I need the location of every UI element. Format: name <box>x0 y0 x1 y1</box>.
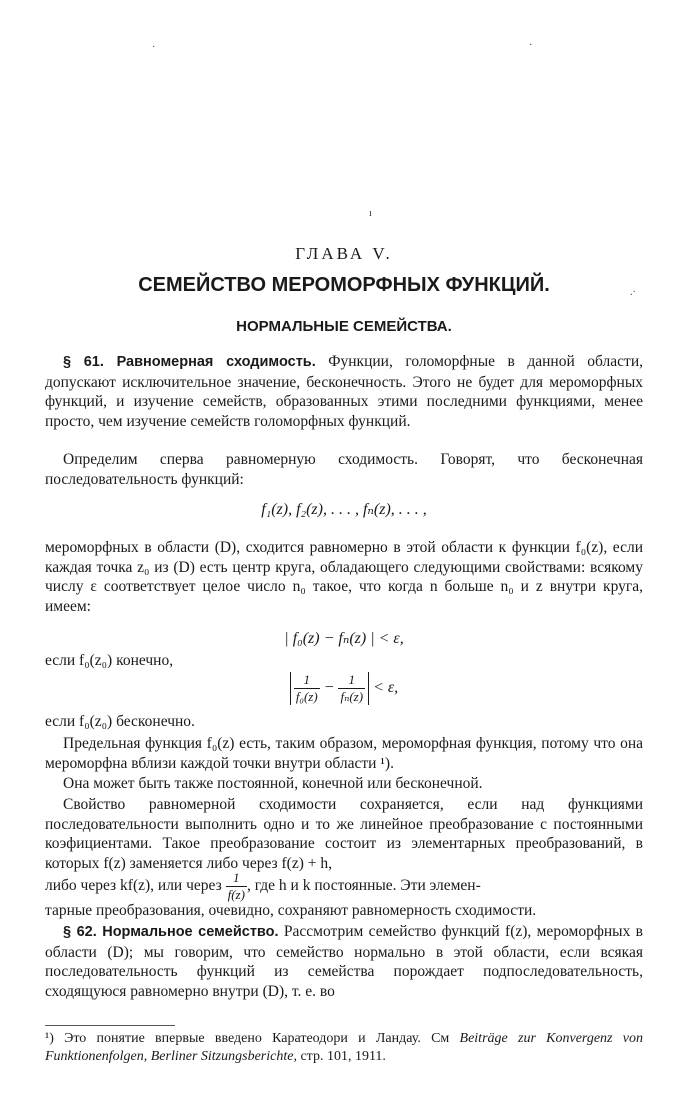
paragraph-limit: Предельная функция f₀(z) есть, таким образом, мероморфная функция, потому что она мероморфна вблизи каждой точки внутри области ¹). <box>45 735 643 772</box>
paragraph-62 <box>45 922 643 1001</box>
section-label: § 61. Равномерная сходимость. <box>63 354 316 370</box>
transform-end: тарные преобразования, очевидно, сохраняют равномерность сходимости. <box>45 902 537 919</box>
transform-line: либо через kf(z), или через $\frac{1}{f(z)}$ , где h и k постоянные. Эти элемен- <box>45 870 481 902</box>
section-subtitle: НОРМАЛЬНЫЕ СЕМЕЙСТВА. <box>236 318 452 335</box>
paragraph-61 <box>45 352 643 431</box>
footnote: ¹) Это понятие впервые введено Каратеодори и Ландау. См Beiträge zur Konvergenz von Funktionenfolgen, Berliner Sitzungsberichte, стр. 101, 1911. <box>45 1031 643 1064</box>
print-speck: · <box>152 42 156 53</box>
print-speck: ı <box>369 208 372 219</box>
fraction: $\frac{1}{\text{f₀(z)}}$ <box>295 672 318 704</box>
formula-finite: | f₀(z) − fₙ(z) | < ε, <box>284 630 404 647</box>
formula-infinite: $\frac{1}{\text{f₀(z)}}$ − $\frac{1}{\text{fₙ(z)}}$ < ε, <box>45 672 643 705</box>
paragraph-text: Рассмотрим семейство функций f(z), мероморфных в области (D); мы говорим, что семейство нормально в этой области, если всякая последовательность функций из семейства порождает подпоследовательность, сходящуюся равномерно внутри (D), т. е. во <box>45 923 643 1000</box>
sequence-formula: f₁(z), f₂(z), . . . , fₙ(z), . . . , <box>261 501 427 518</box>
absolute-value: $\frac{1}{\text{f₀(z)}}$ − $\frac{1}{\text{fₙ(z)}}$ <box>290 672 369 705</box>
paragraph-convergence: мероморфных в области (D), сходится равномерно в этой области к функции f₀(z), если каждая точка z₀ из (D) есть центр круга, обладающего следующими свойствами: всякому числу ε соответствует целое число n₀ такое, что когда n больше n₀ и z внутри круга, имеем: <box>45 539 643 615</box>
paragraph-definition: Определим сперва равномерную сходимость. Говорят, что бесконечная последовательность функций: <box>45 451 643 488</box>
section-label: § 62. Нормальное семейство. <box>63 924 279 940</box>
print-speck: · <box>529 40 533 51</box>
paragraph-constant: Она может быть также постоянной, конечной или бесконечной. <box>63 775 483 792</box>
footnote-rule <box>45 1025 175 1026</box>
chapter-heading: ГЛАВА V. <box>295 244 393 263</box>
fraction: $\frac{1}{\text{fₙ(z)}}$ <box>340 672 364 704</box>
condition-infinite: если f₀(z₀) бесконечно. <box>45 713 195 730</box>
paragraph-transform: Свойство равномерной сходимости сохраняется, если над функциями последовательности выполнить одно и то же линейное преобразование с постоянными коэфициентами. Такое преобразование состоит из элементарных преобразований, в которых f(z) заменяется либо через f(z) + h, <box>45 796 643 872</box>
print-speck: .· <box>630 287 636 298</box>
fraction: $\frac{1}{f(z)}$ <box>227 870 245 902</box>
footnote-reference: Beiträge zur Konvergenz von Funktionenfolgen, Berliner Sitzungsberichte, <box>45 1031 643 1064</box>
chapter-title: СЕМЕЙСТВО МЕРОМОРФНЫХ ФУНКЦИЙ. <box>138 274 550 296</box>
paragraph-text: Функции, голоморфные в данной области, допускают исключительное значение, бесконечность. Этого не будет для мероморфных функций, и изучение семейств, образованных этими последними функциями, менее просто, чем изучение семейств голоморфных функций. <box>45 353 643 430</box>
condition-finite: если f₀(z₀) конечно, <box>45 652 174 669</box>
